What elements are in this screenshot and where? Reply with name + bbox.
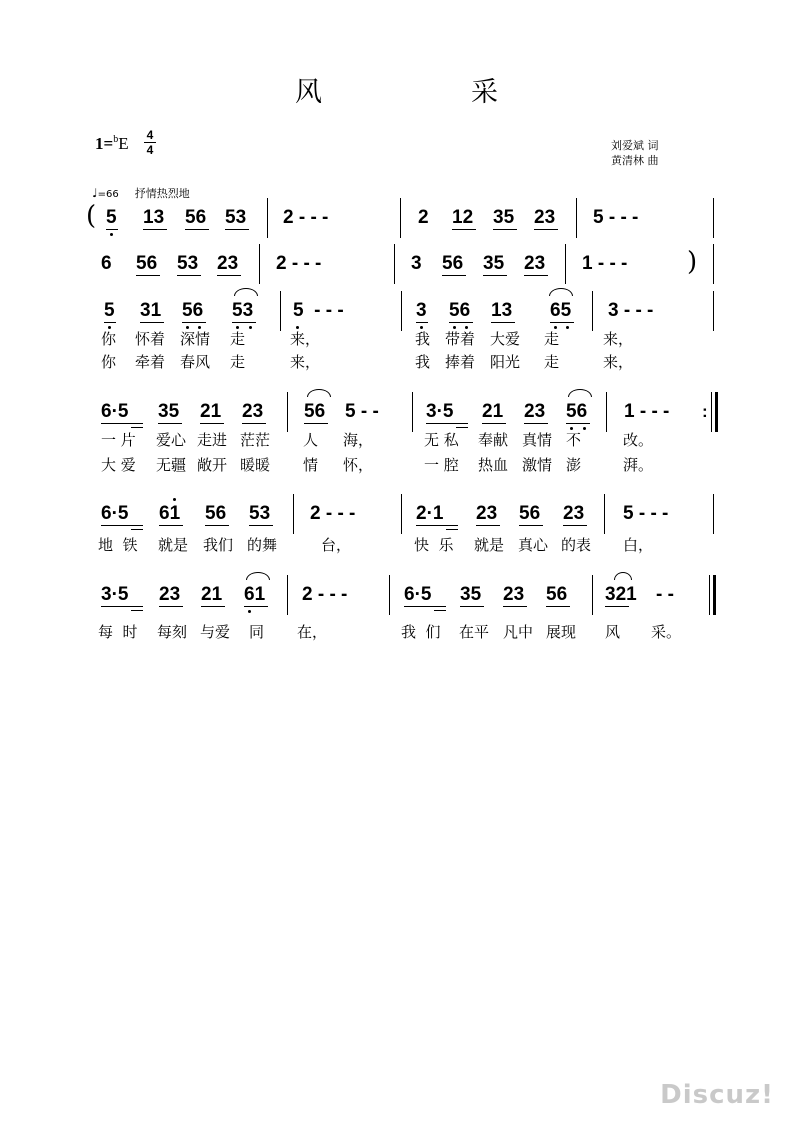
low-octave-dot	[554, 326, 557, 329]
note-group: 35	[483, 253, 505, 274]
note-group: 61	[159, 503, 181, 524]
underline	[452, 229, 476, 230]
title-char-2: 采	[471, 77, 498, 108]
underline	[106, 229, 118, 230]
lyric: 捧着	[445, 353, 476, 371]
quarter-note-icon: ♩	[92, 186, 98, 200]
lyric: 走进	[197, 431, 228, 449]
lyric: 一 片	[101, 431, 136, 449]
underline	[131, 610, 143, 611]
slur	[614, 572, 632, 580]
underline	[524, 275, 548, 276]
note-group: 56	[205, 503, 227, 524]
lyric: 无疆	[156, 456, 187, 474]
lyric: 海，	[343, 431, 374, 449]
underline	[201, 606, 225, 607]
note-group: 2 - - -	[283, 207, 329, 228]
low-octave-dot	[296, 326, 299, 329]
lyric: 走	[230, 330, 246, 348]
barline	[592, 291, 593, 331]
underline	[404, 606, 446, 607]
tempo-marking	[92, 185, 190, 201]
note-group: 56	[449, 300, 471, 321]
underline	[185, 229, 209, 230]
underline	[140, 322, 164, 323]
underline	[136, 275, 160, 276]
barline	[713, 244, 714, 284]
lyric: 情	[303, 456, 319, 474]
lyric: 你	[101, 353, 117, 371]
key-tonic: 1	[95, 134, 104, 153]
lyric: 牵着	[135, 353, 166, 371]
note-group: 35	[493, 207, 515, 228]
underline	[244, 606, 268, 607]
underline	[460, 606, 484, 607]
note-group: 2 - - -	[276, 253, 322, 274]
low-octave-dot	[249, 326, 252, 329]
note-group: 1 - - -	[624, 401, 670, 422]
underline	[563, 525, 587, 526]
note-group: 23	[524, 253, 546, 274]
underline	[143, 229, 167, 230]
note-group: 3·5	[101, 584, 129, 605]
lyric: 每刻	[157, 623, 188, 641]
barline	[713, 291, 714, 331]
open-paren: (	[86, 201, 97, 231]
underline	[491, 322, 515, 323]
lyric: 在，	[297, 623, 328, 641]
lyric: 你	[101, 330, 117, 348]
barline	[401, 291, 402, 331]
note-group: 5 - -	[345, 401, 379, 422]
underline	[182, 322, 206, 323]
barline	[592, 575, 593, 615]
note-group: 56	[136, 253, 158, 274]
note-group: 3 - - -	[608, 300, 654, 321]
lyric: 每 时	[98, 623, 138, 641]
lyric: 同	[249, 623, 265, 641]
lyric: 我	[415, 330, 431, 348]
lyric: 来，	[603, 353, 634, 371]
note-group: 6	[101, 253, 112, 274]
barline	[412, 392, 413, 432]
barline	[713, 198, 714, 238]
underline	[605, 606, 629, 607]
note-group: 21	[201, 584, 223, 605]
underline	[101, 525, 143, 526]
lyric: 暖暖	[240, 456, 271, 474]
lyric: 真情	[522, 431, 553, 449]
note-group: 31	[140, 300, 162, 321]
lyric: 激情	[522, 456, 553, 474]
underline	[519, 525, 543, 526]
underline	[159, 606, 183, 607]
underline	[476, 525, 500, 526]
watermark-logo: Discuz!	[660, 1080, 774, 1110]
lyric: 来，	[290, 353, 321, 371]
underline	[205, 525, 229, 526]
low-octave-dot	[248, 610, 251, 613]
barline	[713, 575, 716, 615]
underline	[483, 275, 507, 276]
barline	[287, 392, 288, 432]
low-octave-dot	[186, 326, 189, 329]
lyric: 敞开	[197, 456, 228, 474]
lyric: 怀，	[343, 456, 374, 474]
note-group: 23	[503, 584, 525, 605]
lyric: 一 腔	[424, 456, 459, 474]
note-group: 56	[546, 584, 568, 605]
lyric: 我	[415, 353, 431, 371]
key-signature	[95, 134, 129, 154]
underline	[442, 275, 466, 276]
low-octave-dot	[465, 326, 468, 329]
barline	[401, 494, 402, 534]
underline	[177, 275, 201, 276]
lyric: 的舞	[247, 536, 278, 554]
lyric: 春风	[180, 353, 211, 371]
lyric: 凡中	[503, 623, 534, 641]
low-octave-dot	[566, 326, 569, 329]
key-flat: b	[113, 134, 119, 145]
note-group: 53	[177, 253, 199, 274]
underline	[242, 423, 266, 424]
barline	[389, 575, 390, 615]
note-group: 56	[304, 401, 326, 422]
note-group: 13	[143, 207, 165, 228]
tempo-bpm: =66	[97, 189, 119, 200]
underline	[416, 322, 428, 323]
low-octave-dot	[108, 326, 111, 329]
note-group: 61	[244, 584, 266, 605]
slur	[549, 288, 573, 296]
underline	[416, 525, 458, 526]
lyric: 爱心	[156, 431, 187, 449]
lyric: 湃。	[623, 456, 654, 474]
lyric: 大爱	[490, 330, 521, 348]
lyric: 真心	[518, 536, 549, 554]
note-group: 2 - - -	[302, 584, 348, 605]
barline	[715, 392, 718, 432]
underline	[104, 322, 116, 323]
barline	[604, 494, 605, 534]
note-group: 2·1	[416, 503, 444, 524]
barline	[259, 244, 260, 284]
low-octave-dot	[420, 326, 423, 329]
key-equals: =	[103, 134, 114, 153]
note-group: 5 - - -	[623, 503, 669, 524]
underline	[225, 229, 249, 230]
note-group: 35	[460, 584, 482, 605]
barline	[709, 575, 710, 615]
underline	[158, 423, 182, 424]
lyric: 采。	[651, 623, 682, 641]
underline	[482, 423, 506, 424]
slur	[234, 288, 258, 296]
note-group: 321	[605, 584, 637, 605]
lyric: 热血	[478, 456, 509, 474]
repeat-dots: :	[702, 402, 708, 421]
underline	[456, 427, 468, 428]
lyric: 我 们	[401, 623, 441, 641]
note-group: 3·5	[426, 401, 454, 422]
time-lower: 4	[146, 143, 154, 157]
low-octave-dot	[583, 427, 586, 430]
note-group: 12	[452, 207, 474, 228]
barline	[711, 392, 712, 432]
underline	[131, 529, 143, 530]
lyric: 阳光	[490, 353, 521, 371]
low-octave-dot	[110, 233, 113, 236]
lyric: 走	[230, 353, 246, 371]
lyric: 在平	[459, 623, 490, 641]
lyric: 澎	[566, 456, 582, 474]
barline	[576, 198, 577, 238]
note-group: 6·5	[404, 584, 432, 605]
underline	[534, 229, 558, 230]
low-octave-dot	[453, 326, 456, 329]
note-group: - -	[656, 584, 674, 605]
lyric: 的表	[561, 536, 592, 554]
underline	[546, 606, 570, 607]
lyric: 怀着	[135, 330, 166, 348]
note-group: 23	[563, 503, 585, 524]
low-octave-dot	[198, 326, 201, 329]
lyric: 白，	[623, 536, 654, 554]
composer-credit: 黄清林 曲	[611, 154, 659, 167]
note-group: 5	[106, 207, 117, 228]
barline	[280, 291, 281, 331]
barline	[287, 575, 288, 615]
key-letter: E	[118, 134, 129, 153]
barline	[293, 494, 294, 534]
barline	[606, 392, 607, 432]
lyricist-credit: 刘爱斌 词	[611, 139, 659, 152]
lyric: 台，	[321, 536, 352, 554]
underline	[550, 322, 574, 323]
underline	[217, 275, 241, 276]
note-group: 13	[491, 300, 513, 321]
low-octave-dot	[236, 326, 239, 329]
slur	[246, 572, 270, 580]
note-group: 2 - - -	[310, 503, 356, 524]
underline	[434, 610, 446, 611]
barline	[267, 198, 268, 238]
slur	[568, 389, 592, 397]
lyric: 地 铁	[98, 536, 138, 554]
note-group: 2	[418, 207, 429, 228]
expression-marking: 抒情热烈地	[134, 187, 190, 200]
high-octave-dot	[173, 498, 176, 501]
lyric: 展现	[546, 623, 577, 641]
lyric: 我们	[203, 536, 234, 554]
underline	[493, 229, 517, 230]
lyric: 带着	[445, 330, 476, 348]
note-group: 53	[232, 300, 254, 321]
underline	[566, 423, 590, 424]
lyric: 走	[544, 330, 560, 348]
note-group: 5 - - -	[593, 207, 639, 228]
lyric: 来，	[290, 330, 321, 348]
time-signature	[144, 129, 156, 156]
barline	[400, 198, 401, 238]
note-group: 53	[249, 503, 271, 524]
lyric: 与爱	[200, 623, 231, 641]
note-group: 21	[482, 401, 504, 422]
lyric: 深情	[180, 330, 211, 348]
lyric: 奉献	[478, 431, 509, 449]
underline	[449, 322, 473, 323]
underline	[131, 427, 143, 428]
lyric: 就是	[158, 536, 189, 554]
barline	[394, 244, 395, 284]
note-group: 3	[416, 300, 427, 321]
note-group: 53	[225, 207, 247, 228]
note-group: 21	[200, 401, 222, 422]
lyric: 改。	[623, 431, 654, 449]
slur	[307, 389, 331, 397]
note-group: 35	[158, 401, 180, 422]
note-group: 1 - - -	[582, 253, 628, 274]
underline	[503, 606, 527, 607]
lyric: 走	[544, 353, 560, 371]
note-group: 56	[185, 207, 207, 228]
underline	[159, 525, 183, 526]
note-group: 6·5	[101, 401, 129, 422]
underline	[232, 322, 256, 323]
note-group: 56	[566, 401, 588, 422]
barline	[713, 494, 714, 534]
note-group: 23	[534, 207, 556, 228]
note-group: 5	[104, 300, 115, 321]
underline	[200, 423, 224, 424]
lyric: 人	[303, 431, 319, 449]
close-paren: )	[687, 247, 698, 277]
time-upper: 4	[146, 128, 154, 142]
note-group: 5 - - -	[293, 300, 344, 321]
note-group: 23	[159, 584, 181, 605]
lyric: 无 私	[424, 431, 459, 449]
note-group: 56	[442, 253, 464, 274]
note-group: 56	[519, 503, 541, 524]
note-group: 6·5	[101, 503, 129, 524]
underline	[524, 423, 548, 424]
barline	[565, 244, 566, 284]
low-octave-dot	[570, 427, 573, 430]
lyric: 快 乐	[414, 536, 454, 554]
underline	[426, 423, 468, 424]
note-group: 65	[550, 300, 572, 321]
lyric: 大 爱	[101, 456, 136, 474]
note-group: 23	[217, 253, 239, 274]
underline	[304, 423, 328, 424]
title-char-1: 风	[295, 77, 322, 108]
note-group: 23	[524, 401, 546, 422]
note-group: 23	[476, 503, 498, 524]
lyric: 来，	[603, 330, 634, 348]
underline	[446, 529, 458, 530]
note-group: 23	[242, 401, 264, 422]
note-group: 3	[411, 253, 422, 274]
underline	[101, 606, 143, 607]
note-group: 56	[182, 300, 204, 321]
underline	[101, 423, 143, 424]
lyric: 茫茫	[240, 431, 271, 449]
lyric: 就是	[474, 536, 505, 554]
underline	[249, 525, 273, 526]
lyric: 风	[605, 623, 621, 641]
lyric: 不	[566, 431, 582, 449]
